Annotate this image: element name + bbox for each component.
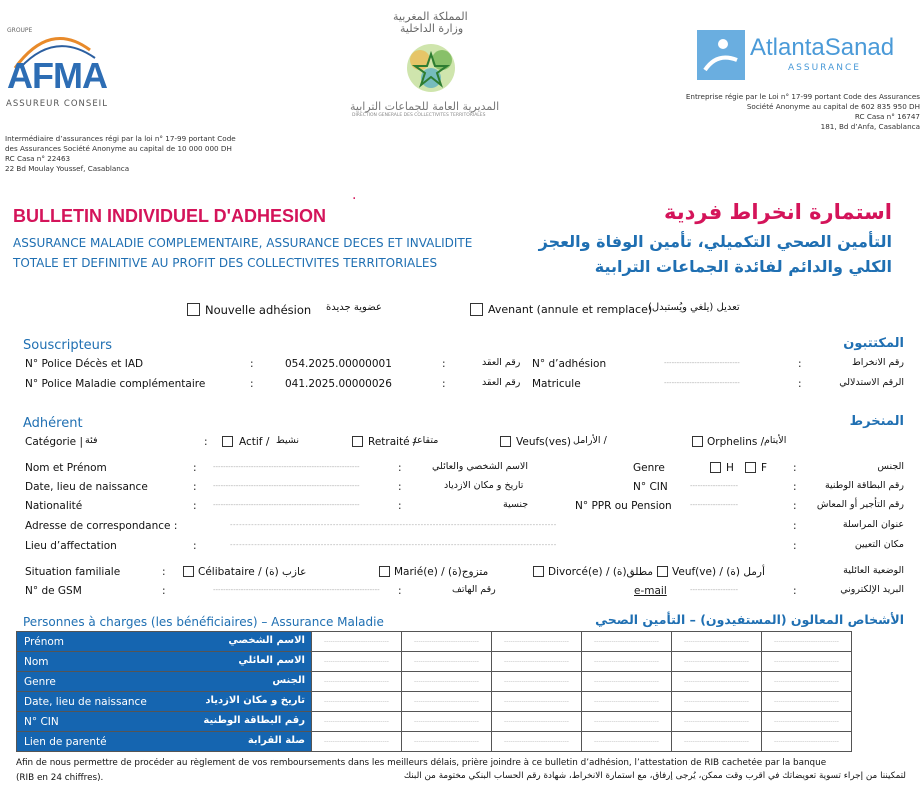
orphelins-label: Orphelins /: [707, 436, 765, 448]
table-row: [17, 672, 852, 692]
table-cell[interactable]: ------------------------------: [762, 652, 852, 672]
adherent-title-ar: المنخرط: [849, 414, 904, 429]
footer-note-ar: لتمكيننا من إجراء تسوية تعويضاتك في أقرب وقت ممكن، يُرجى إرفاق، مع استمارة الانخراط، شهادة رقم الحساب البنكي مختومة من البنك: [403, 771, 906, 781]
table-cell[interactable]: ------------------------------: [672, 732, 762, 752]
table-cell[interactable]: ------------------------------: [312, 712, 402, 732]
orphelins-ar: الأيتام: [764, 435, 787, 446]
genre-h-checkbox[interactable]: [710, 462, 721, 473]
form-title-ar: استمارة انخراط فردية: [664, 200, 892, 224]
emblem-icon: [398, 40, 464, 96]
afma-info-line: Intermédiaire d’assurances régi par la loi n° 17-99 portant Code: [5, 134, 236, 143]
table-cell[interactable]: ------------------------------: [312, 672, 402, 692]
ppr-field[interactable]: -------------------: [690, 501, 738, 509]
contract-ar: رقم العقد: [482, 377, 521, 388]
table-cell[interactable]: ------------------------------: [312, 732, 402, 752]
celibataire-checkbox[interactable]: [183, 566, 194, 577]
ppr-label: N° PPR ou Pension: [575, 500, 672, 512]
atlanta-wordmark: AtlantaSanad: [750, 34, 895, 61]
row-label: Nom: [24, 656, 49, 668]
table-cell[interactable]: ------------------------------: [672, 692, 762, 712]
adhesion-number-label: N° d’adhésion: [532, 358, 607, 370]
afma-wordmark: AFMA: [7, 55, 107, 96]
atlanta-info-line: Société Anonyme au capital de 602 835 950 DH: [746, 102, 920, 111]
table-cell[interactable]: ------------------------------: [312, 652, 402, 672]
row-label: Lien de parenté: [24, 736, 107, 748]
atlanta-info-line: Entreprise régie par le Loi n° 17-99 portant Code des Assurances: [685, 92, 920, 101]
afma-info-line: des Assurances Société Anonyme au capital de 10 000 000 DH: [5, 144, 232, 153]
adresse-label: Adresse de correspondance :: [25, 520, 178, 532]
table-cell[interactable]: ------------------------------: [762, 692, 852, 712]
colon: :: [798, 378, 802, 390]
nationalite-field[interactable]: ----------------------------------------------------------: [213, 501, 360, 509]
table-cell[interactable]: ------------------------------: [762, 732, 852, 752]
row-label: Prénom: [24, 636, 65, 648]
table-cell[interactable]: ------------------------------: [762, 632, 852, 652]
orphelins-checkbox[interactable]: [692, 436, 703, 447]
colon: :: [193, 500, 197, 512]
affectation-ar: مكان التعيين: [854, 539, 904, 550]
police-deces-value: 054.2025.00000001: [285, 358, 392, 370]
avenant-checkbox[interactable]: [470, 303, 483, 316]
afma-groupe: GROUPE: [7, 27, 33, 34]
row-label: N° CIN: [24, 716, 59, 728]
actif-label: Actif /: [239, 436, 270, 448]
souscripteurs-title: Souscripteurs: [23, 338, 113, 353]
affectation-label: Lieu d’affectation: [25, 540, 117, 552]
colon: :: [793, 585, 797, 597]
table-cell[interactable]: ------------------------------: [672, 652, 762, 672]
row-header: [17, 732, 312, 752]
categorie-ar: فئة: [85, 435, 98, 446]
table-cell[interactable]: ------------------------------: [312, 692, 402, 712]
avenant-ar: تعديل (يلغي ويُستبدل): [648, 302, 740, 313]
colon: :: [398, 481, 402, 493]
police-maladie-value: 041.2025.00000026: [285, 378, 392, 390]
row-label-ar: صلة القرابة: [247, 735, 305, 746]
afma-info-line: RC Casa n° 22463: [5, 154, 71, 163]
adherent-title: Adhérent: [23, 416, 83, 431]
afma-info: [5, 134, 236, 174]
naissance-ar: تاريخ و مكان الازدياد: [444, 480, 524, 491]
adhesion-number-ar: رقم الانخراط: [852, 357, 904, 368]
colon: :: [398, 462, 402, 474]
veufs-label: Veufs(ves): [516, 436, 571, 448]
colon: :: [193, 540, 197, 552]
veufs-checkbox[interactable]: [500, 436, 511, 447]
retraite-label: Retraité /: [368, 436, 417, 448]
table-cell[interactable]: ------------------------------: [402, 672, 492, 692]
contract-ar: رقم العقد: [482, 357, 521, 368]
table-row: [17, 652, 852, 672]
veuf-label: Veuf(ve) / (ة) أرمل: [672, 566, 765, 578]
row-header: [17, 712, 312, 732]
police-maladie-label: N° Police Maladie complémentaire: [25, 378, 206, 390]
souscripteurs-title-ar: المكتتبون: [843, 336, 904, 351]
colon: :: [793, 540, 797, 552]
table-cell[interactable]: ------------------------------: [492, 652, 582, 672]
table-cell[interactable]: ------------------------------: [402, 652, 492, 672]
nouvelle-adhesion-label: Nouvelle adhésion: [205, 303, 312, 317]
veufs-ar: / الأرامل: [573, 435, 607, 446]
retraite-checkbox[interactable]: [352, 436, 363, 447]
kingdom-label: المملكة المغربية: [393, 10, 468, 23]
genre-label: Genre: [633, 462, 665, 474]
matricule-label: Matricule: [532, 378, 581, 390]
naissance-label: Date, lieu de naissance: [25, 481, 148, 493]
situation-label: Situation familiale: [25, 566, 121, 578]
retraite-ar: متقاعد: [412, 435, 439, 446]
table-cell[interactable]: ------------------------------: [402, 732, 492, 752]
footer-note-fr: Afin de nous permettre de procéder au règlement de vos remboursements dans les meilleurs délais, prière joindre à ce bulletin d’adhésion, l’attestation de RIB cachetée par la banque: [16, 758, 827, 768]
cin-ar: رقم البطاقة الوطنية: [824, 480, 904, 491]
table-cell[interactable]: ------------------------------: [402, 632, 492, 652]
row-label-ar: الاسم العائلي: [238, 655, 305, 666]
table-cell[interactable]: ------------------------------: [492, 672, 582, 692]
colon: :: [793, 500, 797, 512]
row-header: [17, 652, 312, 672]
divorce-label: Divorcé(e) / (ة)مطلق: [548, 566, 654, 578]
row-label-ar: تاريخ و مكان الازدياد: [205, 695, 305, 706]
atlanta-info-line: RC Casa n° 16747: [854, 112, 920, 121]
colon: :: [162, 585, 166, 597]
matricule-ar: الرقم الاستدلالي: [839, 377, 904, 388]
genre-f-checkbox[interactable]: [745, 462, 756, 473]
table-cell[interactable]: ------------------------------: [492, 632, 582, 652]
row-header: [17, 632, 312, 652]
table-cell[interactable]: ------------------------------: [582, 652, 672, 672]
row-label-ar: الجنس: [272, 675, 305, 686]
table-cell[interactable]: ------------------------------: [582, 712, 672, 732]
avenant-label: Avenant (annule et remplace): [488, 303, 653, 316]
police-deces-label: N° Police Décès et IAD: [25, 358, 144, 370]
table-cell[interactable]: ------------------------------: [672, 632, 762, 652]
affectation-field[interactable]: ------------------------------------------------------------------------------------------------------------: [230, 541, 557, 549]
beneficiaires-title-ar: الأشخاص المعالون (المستفيدون) – التأمين الصحي: [595, 612, 904, 627]
atlanta-symbol-icon: [697, 30, 745, 80]
ministry-label: وزارة الداخلية: [400, 22, 464, 35]
colon: :: [193, 481, 197, 493]
table-cell[interactable]: ------------------------------: [582, 732, 672, 752]
cin-label: N° CIN: [633, 481, 668, 493]
title-dot: ·: [352, 191, 357, 207]
marie-label: Marié(e) / (ة)متزوج: [394, 566, 489, 578]
cin-field[interactable]: -------------------: [690, 482, 738, 490]
table-cell[interactable]: ------------------------------: [582, 632, 672, 652]
row-label-ar: الاسم الشخصي: [228, 635, 305, 646]
categorie-label: Catégorie |: [25, 436, 84, 448]
table-row: [17, 692, 852, 712]
row-label: Date, lieu de naissance: [24, 696, 147, 708]
table-cell[interactable]: ------------------------------: [312, 632, 402, 652]
colon: :: [250, 378, 254, 390]
form-title-fr: BULLETIN INDIVIDUEL D'ADHESION: [13, 206, 326, 226]
table-cell[interactable]: ------------------------------: [582, 672, 672, 692]
matricule-field[interactable]: ------------------------------: [664, 379, 740, 387]
table-cell[interactable]: ------------------------------: [492, 732, 582, 752]
subtitle-fr-2: TOTALE ET DEFINITIVE AU PROFIT DES COLLECTIVITES TERRITORIALES: [13, 256, 438, 270]
table-cell[interactable]: ------------------------------: [762, 712, 852, 732]
genre-ar: الجنس: [877, 461, 904, 472]
beneficiaires-table: [16, 631, 852, 752]
adresse-field[interactable]: ------------------------------------------------------------------------------------------------------------: [230, 521, 557, 529]
colon: :: [442, 378, 446, 390]
actif-ar: نشيط: [276, 435, 300, 446]
beneficiaires-title: Personnes à charges (les bénéficiaires) – Assurance Maladie: [23, 615, 384, 629]
row-label-ar: رقم البطاقة الوطنية: [203, 715, 305, 726]
actif-checkbox[interactable]: [222, 436, 233, 447]
table-cell[interactable]: ------------------------------: [402, 692, 492, 712]
gsm-field[interactable]: ------------------------------------------------------------------: [213, 586, 380, 594]
adhesion-number-field[interactable]: ------------------------------: [664, 359, 740, 367]
table-row: [17, 732, 852, 752]
colon: :: [162, 566, 166, 578]
atlanta-info: [620, 92, 920, 132]
subtitle-ar-2: الكلي والدائم لفائدة الجماعات الترابية: [594, 257, 892, 276]
row-header: [17, 672, 312, 692]
celibataire-label: Célibataire / (ة) عازب: [198, 566, 307, 578]
colon: :: [204, 436, 208, 448]
colon: :: [398, 585, 402, 597]
direction-ar: المديرية العامة للجماعات الترابية: [350, 100, 500, 113]
table-cell[interactable]: ------------------------------: [762, 672, 852, 692]
nationalite-ar: جنسية: [503, 499, 529, 510]
table-cell[interactable]: ------------------------------: [492, 712, 582, 732]
nouvelle-adhesion-checkbox[interactable]: [187, 303, 200, 316]
colon: :: [442, 358, 446, 370]
table-cell[interactable]: ------------------------------: [402, 712, 492, 732]
atlanta-sub: ASSURANCE: [788, 63, 861, 73]
naissance-field[interactable]: ----------------------------------------------------------: [213, 482, 360, 490]
email-ar: البريد الإلكتروني: [840, 584, 904, 595]
afma-tagline: ASSUREUR CONSEIL: [6, 99, 108, 109]
subtitle-ar-1: التأمين الصحي التكميلي، تأمين الوفاة والعجز: [538, 232, 892, 251]
email-field[interactable]: -------------------: [690, 586, 738, 594]
afma-info-line: 22 Bd Moulay Youssef, Casablanca: [5, 164, 130, 173]
table-row: [17, 712, 852, 732]
marie-checkbox[interactable]: [379, 566, 390, 577]
colon: :: [193, 462, 197, 474]
colon: :: [798, 358, 802, 370]
veuf-checkbox[interactable]: [657, 566, 668, 577]
gsm-ar: رقم الهاتف: [452, 584, 496, 595]
colon: :: [793, 481, 797, 493]
row-header: [17, 692, 312, 712]
colon: :: [793, 462, 797, 474]
table-row: [17, 632, 852, 652]
atlanta-info-line: 181, Bd d’Anfa, Casablanca: [820, 122, 920, 131]
colon: :: [250, 358, 254, 370]
divorce-checkbox[interactable]: [533, 566, 544, 577]
colon: :: [793, 520, 797, 532]
subtitle-fr-1: ASSURANCE MALADIE COMPLEMENTAIRE, ASSURANCE DECES ET INVALIDITE: [13, 236, 473, 250]
nationalite-label: Nationalité: [25, 500, 83, 512]
table-cell[interactable]: ------------------------------: [672, 712, 762, 732]
row-label: Genre: [24, 676, 56, 688]
genre-h-label: H: [726, 462, 734, 474]
nom-label: Nom et Prénom: [25, 462, 107, 474]
direction-fr: DIRECTION GENERALE DES COLLECTIVITES TERRITORIALES: [352, 113, 486, 118]
table-cell[interactable]: ------------------------------: [582, 692, 672, 712]
table-cell[interactable]: ------------------------------: [492, 692, 582, 712]
situation-ar: الوضعية العائلية: [843, 565, 904, 576]
email-label: e-mail: [634, 585, 667, 597]
ppr-ar: رقم التأجير أو المعاش: [816, 499, 904, 510]
gsm-label: N° de GSM: [25, 585, 82, 597]
adresse-ar: عنوان المراسلة: [842, 519, 904, 530]
nom-ar: الاسم الشخصي والعائلي: [432, 461, 528, 472]
footer-note-fr-2: (RIB en 24 chiffres).: [16, 773, 104, 783]
nouvelle-adhesion-ar: عضوية جديدة: [326, 302, 382, 313]
nom-field[interactable]: ----------------------------------------------------------: [213, 463, 360, 471]
table-cell[interactable]: ------------------------------: [672, 672, 762, 692]
colon: :: [398, 500, 402, 512]
genre-f-label: F: [761, 462, 768, 474]
